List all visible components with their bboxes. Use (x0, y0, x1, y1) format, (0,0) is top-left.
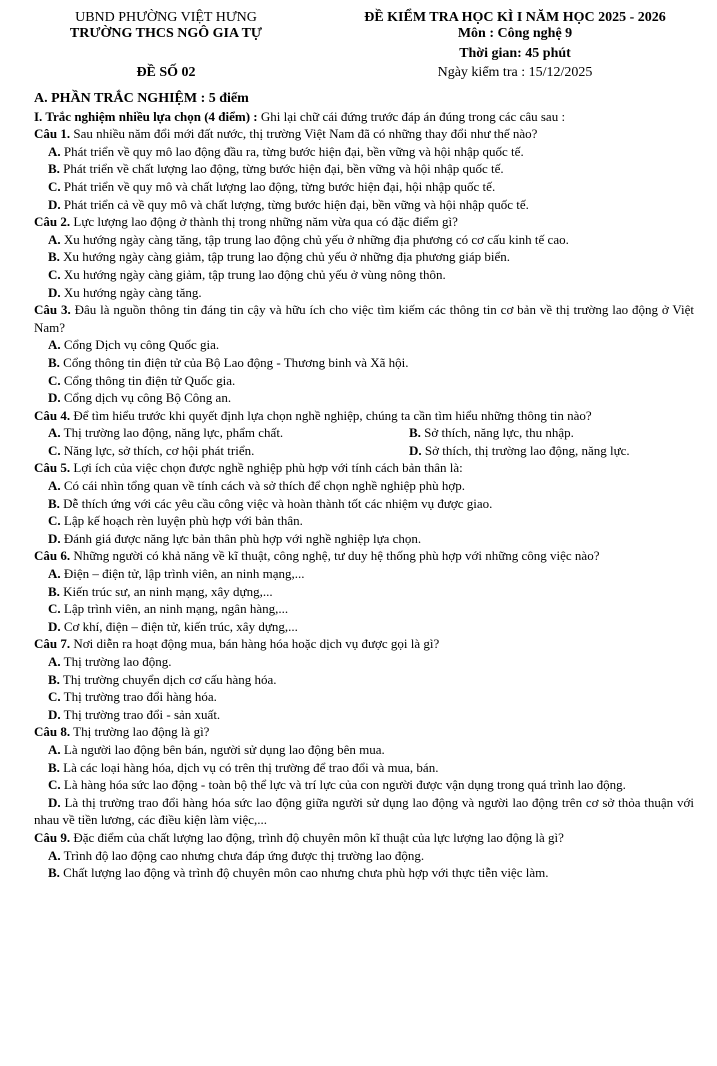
option-label: C. (48, 601, 61, 617)
option-label: A. (48, 143, 61, 159)
option-label: D. (48, 530, 61, 546)
option-2b (34, 248, 694, 266)
option-8d (34, 794, 694, 829)
option-text: Phát triển về chất lượng lao động, từng bước hiện đại, bền vững và hội nhập quốc tế. (59, 161, 504, 177)
options-4-row1 (34, 424, 694, 442)
option-4a (34, 424, 409, 442)
option-text: Sở thích, thị trường lao động, năng lực. (421, 442, 630, 458)
question-8 (34, 723, 694, 741)
option-text: Là thị trường trao đổi hàng hóa sức lao động giữa người sử dụng lao động và người lao động trên cơ sở thỏa thuận với nhau về tiền lương, các điều kiện làm việc,... (34, 794, 694, 828)
option-label: C. (48, 372, 61, 388)
option-text: Sở thích, năng lực, thu nhập. (420, 425, 574, 441)
option-label: A. (48, 847, 61, 863)
option-label: A. (48, 478, 61, 494)
option-label: A. (48, 337, 61, 353)
options-4-row2 (34, 442, 694, 460)
option-5d (34, 530, 694, 548)
question-label: Câu 9. (34, 829, 71, 845)
option-6d (34, 618, 694, 636)
question-text: Đặc điểm của chất lượng lao động, trình độ chuyên môn kĩ thuật của lực lượng lao động là gì? (70, 829, 564, 845)
school-name: TRƯỜNG THCS NGÔ GIA TỰ (69, 26, 263, 41)
option-label: C. (48, 777, 61, 793)
option-text: Xu hướng ngày càng giảm, tập trung lao động chủ yếu ở vùng nông thôn. (60, 266, 446, 282)
part1-heading (34, 108, 694, 126)
question-4 (34, 407, 694, 425)
option-6b (34, 583, 694, 601)
question-text: Những người có khả năng về kĩ thuật, công nghệ, tư duy hệ thống phù hợp với những công việc nào? (70, 548, 600, 564)
question-label: Câu 8. (34, 724, 71, 740)
option-label: A. (48, 425, 61, 441)
option-3d (34, 389, 694, 407)
question-text: Thị trường lao động là gì? (70, 724, 210, 740)
option-text: Xu hướng ngày càng tăng. (60, 284, 202, 300)
option-text: Kiến trúc sư, an ninh mạng, xây dựng,... (59, 583, 273, 599)
option-6c (34, 600, 694, 618)
ward-name: UBND PHƯỜNG VIỆT HƯNG (75, 10, 257, 25)
option-text: Có cái nhìn tổng quan về tính cách và sở thích để chọn nghề nghiệp phù hợp. (60, 478, 466, 494)
option-label: D. (48, 390, 61, 406)
option-text: Xu hướng ngày càng tăng, tập trung lao động chủ yếu ở những địa phương có cơ cấu kinh tế cao. (60, 231, 569, 247)
option-text: Trình độ lao động cao nhưng chưa đáp ứng được thị trường lao động. (60, 847, 425, 863)
option-label: B. (48, 583, 60, 599)
option-8b (34, 759, 694, 777)
option-text: Cổng Dịch vụ công Quốc gia. (60, 337, 220, 353)
question-text: Nơi diễn ra hoạt động mua, bán hàng hóa hoặc dịch vụ được gọi là gì? (70, 636, 440, 652)
option-text: Phát triển về quy mô lao động đầu ra, từng bước hiện đại, bền vững và hội nhập quốc tế. (60, 143, 524, 159)
question-7 (34, 635, 694, 653)
question-label: Câu 5. (34, 460, 71, 476)
question-3 (34, 301, 694, 336)
exam-header (0, 10, 717, 90)
option-label: B. (409, 425, 421, 441)
question-text: Đâu là nguồn thông tin đáng tin cậy và hữu ích cho việc tìm kiếm các thông tin cơ bản về thị trường lao động ở Việt Nam? (34, 302, 694, 335)
option-text: Cơ khí, điện – điện tử, kiến trúc, xây dựng,... (60, 618, 298, 634)
option-label: B. (48, 865, 60, 881)
option-text: Dễ thích ứng với các yêu cầu công việc và hoàn thành tốt các nhiệm vụ được giao. (59, 495, 493, 511)
option-label: C. (48, 266, 61, 282)
option-text: Điện – điện tử, lập trình viên, an ninh mạng,... (60, 566, 305, 582)
question-label: Câu 3. (34, 302, 71, 318)
option-label: A. (48, 566, 61, 582)
option-text: Thị trường trao đổi hàng hóa. (60, 689, 217, 705)
question-text: Sau nhiều năm đổi mới đất nước, thị trường Việt Nam đã có những thay đổi như thế nào? (70, 126, 538, 142)
option-label: B. (48, 495, 60, 511)
option-6a (34, 565, 694, 583)
option-1a (34, 143, 694, 161)
option-label: B. (48, 161, 60, 177)
question-label: Câu 2. (34, 214, 71, 230)
option-text: Thị trường lao động. (60, 654, 172, 669)
option-text: Cổng thông tin điện tử của Bộ Lao động - Thương binh và Xã hội. (59, 354, 409, 370)
option-text: Thị trường chuyển dịch cơ cấu hàng hóa. (59, 671, 277, 687)
part1-instruction: Ghi lại chữ cái đứng trước đáp án đúng trong các câu sau : (257, 108, 566, 124)
option-5a (34, 477, 694, 495)
option-label: C. (48, 689, 61, 705)
option-text: Xu hướng ngày càng giảm, tập trung lao động chủ yếu ở những địa phương giáp biển. (59, 249, 511, 265)
option-text: Lập kế hoạch rèn luyện phù hợp với bản thân. (60, 513, 303, 529)
question-label: Câu 4. (34, 407, 71, 423)
option-7c (34, 688, 694, 706)
subject: Môn : Công nghệ 9 (457, 26, 573, 41)
option-text: Là người lao động bên bán, người sử dụng lao động bên mua. (60, 741, 385, 757)
option-4b (409, 424, 694, 442)
question-label: Câu 6. (34, 548, 71, 564)
option-8c (34, 776, 694, 794)
option-label: A. (48, 741, 61, 757)
exam-title: ĐỀ KIỂM TRA HỌC KÌ I NĂM HỌC 2025 - 2026 (364, 10, 666, 25)
option-label: A. (48, 231, 61, 247)
option-label: B. (48, 354, 60, 370)
option-4d (409, 442, 694, 460)
option-text: Là hàng hóa sức lao động - toàn bộ thể lực và trí lực của con người được vận dụng trong quá trình lao động. (60, 777, 626, 793)
option-label: D. (409, 442, 422, 458)
option-label: D. (48, 794, 61, 810)
question-6 (34, 547, 694, 565)
option-label: C. (48, 178, 61, 194)
option-label: A. (48, 654, 61, 669)
option-text: Là các loại hàng hóa, dịch vụ có trên thị trường để trao đổi và mua, bán. (59, 759, 439, 775)
option-5b (34, 495, 694, 513)
section-a-heading: A. PHẦN TRẮC NGHIỆM : 5 điểm (34, 91, 249, 106)
option-3a (34, 336, 694, 354)
option-3b (34, 354, 694, 372)
question-text: Lực lượng lao động ở thành thị trong những năm vừa qua có đặc điểm gì? (70, 214, 458, 230)
option-3c (34, 372, 694, 390)
exam-code: ĐỀ SỐ 02 (136, 65, 196, 80)
option-7b (34, 671, 694, 689)
option-text: Thị trường trao đổi - sản xuất. (60, 706, 221, 722)
option-7d (34, 706, 694, 724)
option-2d (34, 284, 694, 302)
question-label: Câu 1. (34, 126, 71, 142)
option-1b (34, 160, 694, 178)
option-label: D. (48, 196, 61, 212)
option-9a (34, 847, 694, 865)
option-label: C. (48, 513, 61, 529)
option-1c (34, 178, 694, 196)
option-9b (34, 864, 694, 882)
part1-title: I. Trắc nghiệm nhiều lựa chọn (4 điểm) : (34, 108, 258, 124)
option-label: B. (48, 759, 60, 775)
option-text: Phát triển cả về quy mô và chất lượng, từng bước hiện đại, bền vững và hội nhập quốc tế. (60, 196, 529, 212)
option-text: Lập trình viên, an ninh mạng, ngân hàng,... (60, 601, 289, 617)
option-2a (34, 231, 694, 249)
option-label: B. (48, 249, 60, 265)
question-text: Lợi ích của việc chọn được nghề nghiệp phù hợp với tính cách bản thân là: (70, 460, 463, 476)
question-2 (34, 213, 694, 231)
option-text: Năng lực, sở thích, cơ hội phát triển. (60, 442, 255, 458)
exam-content (34, 90, 694, 882)
option-text: Thị trường lao động, năng lực, phẩm chất. (60, 425, 284, 441)
option-5c (34, 512, 694, 530)
question-label: Câu 7. (34, 636, 71, 652)
option-text: Phát triển về quy mô và chất lượng lao động, từng bước hiện đại, hội nhập quốc tế. (60, 178, 496, 194)
question-9 (34, 829, 694, 847)
option-text: Chất lượng lao động và trình độ chuyên môn cao nhưng chưa phù hợp với thực tiễn việc làm. (59, 865, 549, 881)
option-label: B. (48, 671, 60, 687)
option-label: D. (48, 706, 61, 722)
option-1d (34, 196, 694, 214)
question-5 (34, 459, 694, 477)
option-4c (34, 442, 409, 460)
exam-date: Ngày kiểm tra : 15/12/2025 (437, 65, 593, 80)
question-1 (34, 125, 694, 143)
option-label: D. (48, 284, 61, 300)
option-2c (34, 266, 694, 284)
option-text: Cổng dịch vụ công Bộ Công an. (60, 390, 232, 406)
option-label: D. (48, 618, 61, 634)
question-text: Để tìm hiểu trước khi quyết định lựa chọn nghề nghiệp, chúng ta cần tìm hiểu những thông tin nào? (70, 407, 592, 423)
option-text: Cổng thông tin điện tử Quốc gia. (60, 372, 236, 388)
option-8a (34, 741, 694, 759)
option-text: Đánh giá được năng lực bản thân phù hợp với nghề nghiệp lựa chọn. (60, 530, 422, 546)
option-label: C. (48, 442, 61, 458)
option-7a (34, 653, 694, 671)
duration: Thời gian: 45 phút (459, 46, 571, 61)
